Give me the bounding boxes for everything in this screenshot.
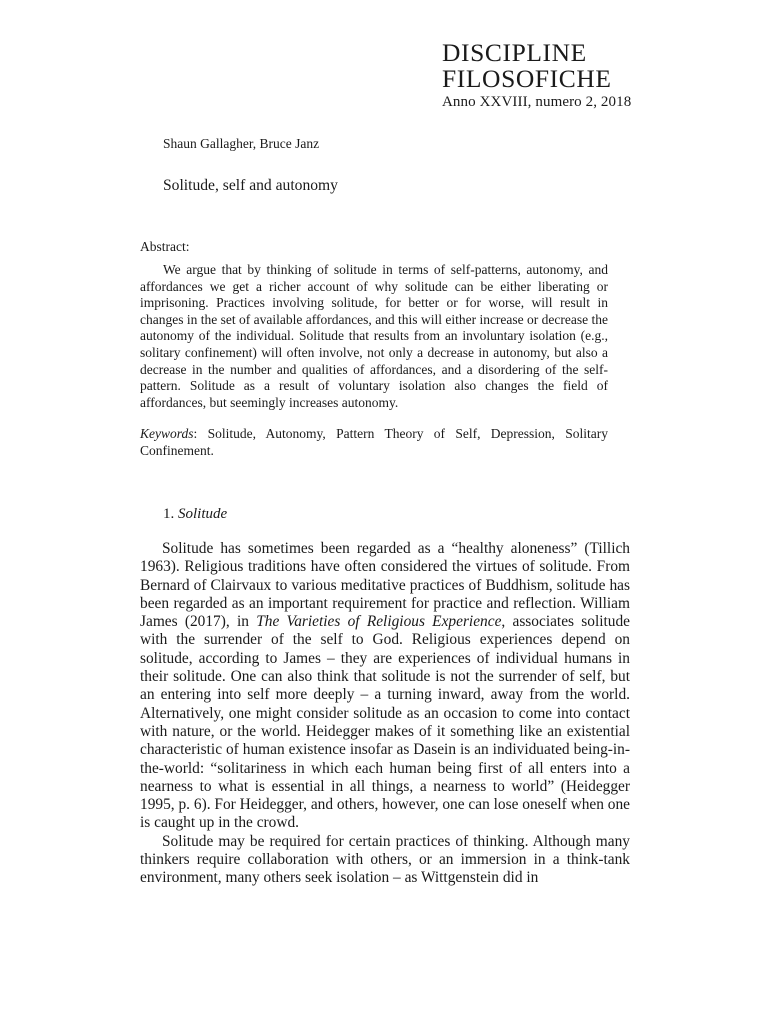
keywords-label: Keywords (140, 426, 194, 441)
keywords-separator: : (193, 426, 208, 441)
body-p1-part2: , associates solitude with the surrender of the self to God. Religious experiences depend on solitude, according to James – they are experiences of individual humans in their solitude. One can also think that solitude is not the surrender of self, but an entering into self more deeply – a turning inward, away from the world. Alternatively, one might consider solitude as an occasion to come into contact with nature, or the world. Heidegger makes of it something like an existential characteristic of human existence insofar as Dasein is an individuated being-in-the-world: “solitariness in which each human being first of all enters into a nearness to what is essential in all things, a nearness to world” (Heidegger 1995, p. 6). For Heidegger, and others, however, one can lose oneself when one is caught up in the crowd. (140, 613, 631, 832)
section-number: 1. (163, 506, 178, 522)
keywords-text: Solitude, Autonomy, Pattern Theory of Self, Depression, Solitary Confinement. (140, 426, 608, 458)
body-paragraph-2: Solitude may be required for certain practices of thinking. Although many thinkers require collaboration with others, or an immersion in a think-tank environment, many others seek isolation – as Wittgenstein did in (140, 832, 630, 887)
journal-name-line2: FILOSOFICHE (442, 64, 612, 93)
abstract-text: We argue that by thinking of solitude in terms of self-patterns, autonomy, and affordances we get a richer account of why solitude can be either liberating or imprisoning. Practices involving solitude, for better or for worse, will result in changes in the set of available affordances, and this will either increase or decrease the autonomy of the individual. Solitude that results from an involuntary isolation (e.g., solitary confinement) will often involve, not only a decrease in autonomy, but also a decrease in the number and qualities of affordances, and a disordering of the self-pattern. Solitude as a result of voluntary isolation also changes the field of affordances, but seemingly increases autonomy. (140, 262, 608, 410)
body-p1-part1: Solitude has sometimes been regarded as a “healthy aloneness” (Tillich 1963). Religious traditions have often considered the virtues of solitude. From Bernard of Clairvaux to various meditative practices of Buddhism, solitude has been regarded as an important requirement for practice and reflection. William James (2017), in (140, 540, 630, 631)
authors: Shaun Gallagher, Bruce Janz (163, 136, 320, 151)
keywords (140, 426, 608, 459)
abstract-label: Abstract: (140, 239, 190, 254)
section-title: Solitude (178, 506, 228, 522)
journal-issue: Anno XXVIII, numero 2, 2018 (442, 94, 632, 110)
body-paragraph-1 (140, 540, 630, 833)
section-heading (163, 506, 227, 523)
journal-name-line1: DISCIPLINE (442, 38, 587, 67)
paper-title: Solitude, self and autonomy (163, 177, 338, 194)
body-text (140, 540, 630, 888)
book-title: The Varieties of Religious Experience (256, 613, 502, 631)
journal-header (442, 40, 742, 111)
